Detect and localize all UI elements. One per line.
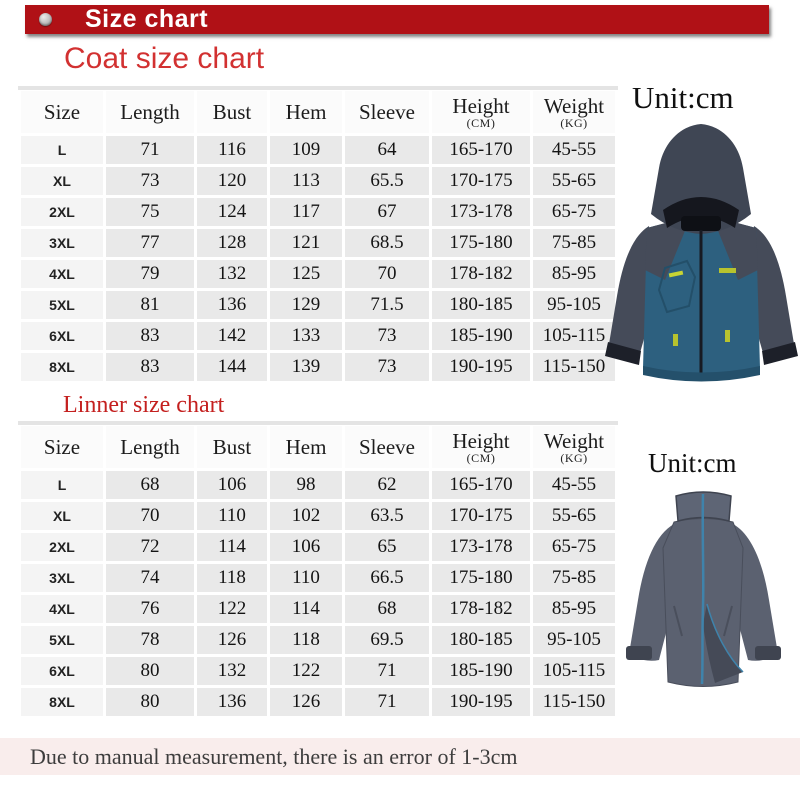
column-header-length: Length — [106, 91, 194, 133]
size-cell: 4XL — [21, 595, 103, 623]
column-subheader: (CM) — [466, 115, 496, 130]
value-cell: 126 — [270, 688, 342, 716]
size-cell: 6XL — [21, 657, 103, 685]
value-cell: 125 — [270, 260, 342, 288]
coat-size-table — [18, 88, 618, 384]
value-cell: 65 — [345, 533, 429, 561]
table-row — [21, 291, 615, 319]
column-subheader: (CM) — [466, 450, 496, 465]
value-cell: 95-105 — [533, 291, 615, 319]
value-cell: 178-182 — [432, 260, 530, 288]
value-cell: 106 — [270, 533, 342, 561]
coat-table-body — [21, 136, 615, 381]
value-cell: 75 — [106, 198, 194, 226]
table-row — [21, 260, 615, 288]
value-cell: 110 — [197, 502, 267, 530]
table-row — [21, 688, 615, 716]
value-cell: 62 — [345, 471, 429, 499]
size-cell: XL — [21, 167, 103, 195]
size-cell: 8XL — [21, 688, 103, 716]
column-header-hem: Hem — [270, 91, 342, 133]
column-header-size: Size — [21, 426, 103, 468]
value-cell: 170-175 — [432, 502, 530, 530]
value-cell: 144 — [197, 353, 267, 381]
value-cell: 70 — [106, 502, 194, 530]
measurement-note-bar — [0, 738, 800, 775]
table-row — [21, 595, 615, 623]
value-cell: 109 — [270, 136, 342, 164]
size-cell: 5XL — [21, 291, 103, 319]
value-cell: 128 — [197, 229, 267, 257]
value-cell: 68 — [345, 595, 429, 623]
value-cell: 69.5 — [345, 626, 429, 654]
value-cell: 66.5 — [345, 564, 429, 592]
value-cell: 85-95 — [533, 595, 615, 623]
value-cell: 116 — [197, 136, 267, 164]
value-cell: 136 — [197, 291, 267, 319]
value-cell: 133 — [270, 322, 342, 350]
value-cell: 175-180 — [432, 229, 530, 257]
value-cell: 114 — [270, 595, 342, 623]
linner-section-title: Linner size chart — [63, 392, 225, 418]
value-cell: 113 — [270, 167, 342, 195]
value-cell: 65.5 — [345, 167, 429, 195]
column-header-size: Size — [21, 91, 103, 133]
value-cell: 139 — [270, 353, 342, 381]
table-row — [21, 198, 615, 226]
value-cell: 173-178 — [432, 198, 530, 226]
size-cell: L — [21, 471, 103, 499]
value-cell: 83 — [106, 322, 194, 350]
value-cell: 185-190 — [432, 657, 530, 685]
value-cell: 71 — [106, 136, 194, 164]
value-cell: 121 — [270, 229, 342, 257]
column-header-bust: Bust — [197, 91, 267, 133]
value-cell: 81 — [106, 291, 194, 319]
value-cell: 78 — [106, 626, 194, 654]
table-row — [21, 471, 615, 499]
value-cell: 114 — [197, 533, 267, 561]
value-cell: 120 — [197, 167, 267, 195]
measurement-note-text: Due to manual measurement, there is an error of 1-3cm — [30, 744, 518, 769]
value-cell: 85-95 — [533, 260, 615, 288]
value-cell: 55-65 — [533, 502, 615, 530]
table-row — [21, 626, 615, 654]
table-row — [21, 353, 615, 381]
value-cell: 165-170 — [432, 471, 530, 499]
grommet-dot-icon — [39, 13, 52, 26]
value-cell: 67 — [345, 198, 429, 226]
coat-section-title: Coat size chart — [64, 42, 265, 75]
value-cell: 129 — [270, 291, 342, 319]
column-header-height: Height (CM) — [432, 91, 530, 133]
value-cell: 170-175 — [432, 167, 530, 195]
value-cell: 165-170 — [432, 136, 530, 164]
value-cell: 106 — [197, 471, 267, 499]
linner-size-table — [18, 423, 618, 719]
value-cell: 115-150 — [533, 353, 615, 381]
value-cell: 98 — [270, 471, 342, 499]
page-title: Size chart — [85, 5, 209, 33]
table-row — [21, 167, 615, 195]
value-cell: 105-115 — [533, 322, 615, 350]
column-header-bust: Bust — [197, 426, 267, 468]
value-cell: 118 — [270, 626, 342, 654]
value-cell: 73 — [345, 353, 429, 381]
coat-table-header — [21, 91, 615, 133]
value-cell: 175-180 — [432, 564, 530, 592]
value-cell: 65-75 — [533, 198, 615, 226]
column-subheader: (KG) — [560, 450, 588, 465]
size-cell: 4XL — [21, 260, 103, 288]
value-cell: 65-75 — [533, 533, 615, 561]
value-cell: 75-85 — [533, 564, 615, 592]
value-cell: 80 — [106, 688, 194, 716]
value-cell: 110 — [270, 564, 342, 592]
column-header-sleeve: Sleeve — [345, 426, 429, 468]
size-cell: 2XL — [21, 198, 103, 226]
size-cell: L — [21, 136, 103, 164]
value-cell: 178-182 — [432, 595, 530, 623]
size-cell: 8XL — [21, 353, 103, 381]
unit-label-coat: Unit:cm — [632, 80, 734, 115]
value-cell: 70 — [345, 260, 429, 288]
value-cell: 68.5 — [345, 229, 429, 257]
value-cell: 77 — [106, 229, 194, 257]
value-cell: 71 — [345, 688, 429, 716]
value-cell: 80 — [106, 657, 194, 685]
linner-jacket-image — [616, 486, 791, 721]
value-cell: 180-185 — [432, 626, 530, 654]
value-cell: 117 — [270, 198, 342, 226]
size-cell: 5XL — [21, 626, 103, 654]
value-cell: 173-178 — [432, 533, 530, 561]
value-cell: 79 — [106, 260, 194, 288]
column-header-length: Length — [106, 426, 194, 468]
table-row — [21, 502, 615, 530]
header-bar — [25, 5, 769, 34]
value-cell: 74 — [106, 564, 194, 592]
table-row — [21, 564, 615, 592]
size-cell: 2XL — [21, 533, 103, 561]
value-cell: 190-195 — [432, 688, 530, 716]
value-cell: 73 — [345, 322, 429, 350]
value-cell: 83 — [106, 353, 194, 381]
value-cell: 122 — [270, 657, 342, 685]
value-cell: 136 — [197, 688, 267, 716]
column-subheader: (KG) — [560, 115, 588, 130]
value-cell: 75-85 — [533, 229, 615, 257]
value-cell: 118 — [197, 564, 267, 592]
table-row — [21, 229, 615, 257]
column-header-hem: Hem — [270, 426, 342, 468]
value-cell: 105-115 — [533, 657, 615, 685]
header-row — [21, 426, 615, 468]
value-cell: 115-150 — [533, 688, 615, 716]
value-cell: 126 — [197, 626, 267, 654]
value-cell: 68 — [106, 471, 194, 499]
linner-table-header — [21, 426, 615, 468]
table-row — [21, 136, 615, 164]
value-cell: 76 — [106, 595, 194, 623]
value-cell: 132 — [197, 657, 267, 685]
column-header-weight: Weight (KG) — [533, 91, 615, 133]
size-cell: 6XL — [21, 322, 103, 350]
value-cell: 55-65 — [533, 167, 615, 195]
value-cell: 190-195 — [432, 353, 530, 381]
value-cell: 95-105 — [533, 626, 615, 654]
table-row — [21, 533, 615, 561]
value-cell: 72 — [106, 533, 194, 561]
table-row — [21, 657, 615, 685]
value-cell: 124 — [197, 198, 267, 226]
value-cell: 71.5 — [345, 291, 429, 319]
table-row — [21, 322, 615, 350]
value-cell: 180-185 — [432, 291, 530, 319]
header-row — [21, 91, 615, 133]
value-cell: 185-190 — [432, 322, 530, 350]
size-cell: 3XL — [21, 229, 103, 257]
value-cell: 45-55 — [533, 471, 615, 499]
value-cell: 64 — [345, 136, 429, 164]
value-cell: 71 — [345, 657, 429, 685]
value-cell: 102 — [270, 502, 342, 530]
value-cell: 63.5 — [345, 502, 429, 530]
column-header-height: Height (CM) — [432, 426, 530, 468]
value-cell: 142 — [197, 322, 267, 350]
value-cell: 45-55 — [533, 136, 615, 164]
column-header-weight: Weight (KG) — [533, 426, 615, 468]
value-cell: 122 — [197, 595, 267, 623]
coat-jacket-image — [603, 118, 800, 390]
linner-table-body — [21, 471, 615, 716]
size-cell: XL — [21, 502, 103, 530]
unit-label-linner: Unit:cm — [648, 448, 737, 478]
value-cell: 132 — [197, 260, 267, 288]
column-header-sleeve: Sleeve — [345, 91, 429, 133]
value-cell: 73 — [106, 167, 194, 195]
size-cell: 3XL — [21, 564, 103, 592]
